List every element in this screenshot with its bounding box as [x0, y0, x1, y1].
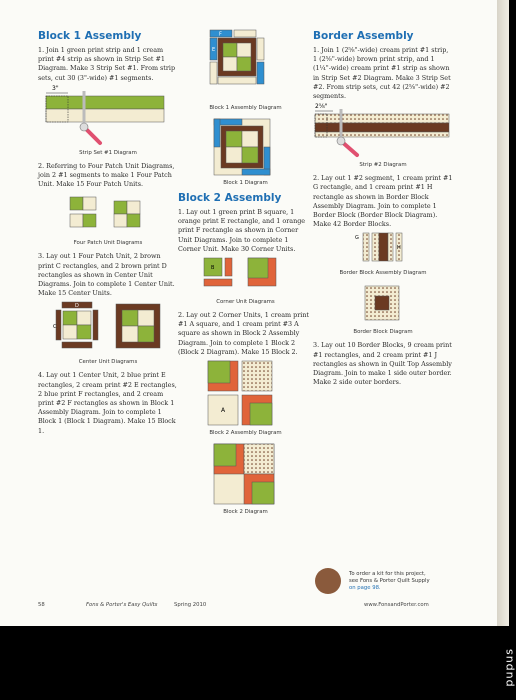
block2-assembly-caption: Block 2 Assembly Diagram: [209, 430, 282, 437]
border-block-diagram: [313, 282, 453, 326]
block1-assembly-caption: Block 1 Assembly Diagram: [209, 105, 282, 111]
kit-notice: [315, 568, 465, 596]
block1-step2: 2. Referring to Four Patch Unit Diagrams, join 2 #1 segments to make 1 Four Patch Unit. Make 15 Four Patch Units.: [38, 161, 175, 189]
block1-diagram: [178, 117, 308, 177]
label-f: F: [219, 31, 222, 38]
border-block-assembly-caption: Border Block Assembly Diagram: [339, 270, 427, 277]
bottom-band: [0, 626, 509, 700]
block2-step2: 2. Lay out 2 Corner Units, 1 cream print #1 A square, and 1 cream print #3 A square as shown in Block 2 Assembly Diagram. Join to complete 1 Block 2 (Block 2 Diagram). Make 15 Block 2.: [178, 311, 310, 356]
block1-caption: Block 1 Diagram: [223, 180, 268, 186]
block1-step4: 4. Lay out 1 Center Unit, 2 blue print E rectangles, 2 cream print #2 E rectangles, 2 blue print F rectangles, and 2 cream print #2 F rectangles as shown in Block 1 Assembly Diagram. Join to complete 1 Block 1 (Block 1 Diagram). Make 15 Block 1.: [38, 371, 177, 435]
kit-line1: To order a kit for this project,: [349, 571, 426, 577]
label-c: C: [53, 324, 57, 331]
label-e: E: [212, 47, 216, 53]
kit-line3: on page 98.: [349, 585, 381, 591]
border-block-caption: Border Block Diagram: [353, 329, 413, 336]
strip-set-2-caption: Strip #2 Diagram: [359, 162, 407, 169]
website-url: www.FonsandPorter.com: [364, 602, 429, 608]
block1-assembly-diagram: [178, 24, 308, 102]
center-unit-caption: Center Unit Diagrams: [78, 359, 138, 366]
corner-unit-caption: Corner Unit Diagrams: [216, 299, 275, 306]
block2-assembly-diagram: [178, 357, 308, 427]
strip2-measure: 2⅝": [315, 103, 328, 111]
strip-set-1-diagram: [38, 83, 168, 147]
kit-line2: see Fons & Porter Quilt Supply: [349, 578, 430, 584]
border-step1: 1. Join 1 (2⅝"-wide) cream print #1 strip, 1 (2⅝"-wide) brown print strip, and 1 (1¼"-wide) cream print #1 strip as shown in Strip Set #2 Diagram. Make 3 Strip Set #2. From strip sets, cut 42 (2⅝"-wide) #2 segments.: [313, 46, 451, 101]
label-a: A: [221, 407, 226, 415]
border-heading: Border Assembly: [313, 30, 414, 42]
block2-diagram: [178, 442, 308, 506]
strip-set-2-diagram: [313, 101, 453, 159]
four-patch-caption: Four Patch Unit Diagrams: [73, 240, 143, 247]
strip-set-1-caption: Strip Set #1 Diagram: [79, 149, 137, 156]
block2-step1: 1. Lay out 1 green print B square, 1 orange print E rectangle, and 1 orange print F rectangle as shown in Corner Unit Diagrams. Join to complete 1 Corner Unit. Make 30 Corner Units.: [178, 208, 306, 253]
block2-caption: Block 2 Diagram: [223, 509, 268, 516]
issue-season: Spring 2010: [174, 602, 207, 608]
strip1-measure: 3": [52, 84, 59, 92]
page-footer: [38, 602, 458, 612]
block2-heading: Block 2 Assembly: [178, 192, 282, 204]
border-step3: 3. Lay out 10 Border Blocks, 9 cream print #1 rectangles, and 2 cream print #1 J rectangles as shown in Quilt Top Assembly Diagram. Join to make 1 side outer border. Make 2 side outer borders.: [313, 341, 452, 387]
four-patch-diagram: [38, 189, 168, 237]
photo-credit: pupus: [503, 648, 516, 687]
label-b: B: [211, 265, 215, 272]
block1-heading: Block 1 Assembly: [38, 30, 142, 42]
house-icon: [315, 568, 341, 594]
label-d: D: [75, 303, 79, 310]
corner-unit-diagram: [178, 254, 308, 296]
label-g: G: [355, 235, 359, 242]
border-block-assembly-diagram: [313, 229, 453, 267]
page-number: 58: [38, 602, 45, 608]
block1-step1: 1. Join 1 green print strip and 1 cream print #4 strip as shown in Strip Set #1 Diagram. Make 3 Strip Set #1. From strip sets, cut 30 (3"-wide) #1 segments.: [38, 46, 176, 82]
center-unit-diagram: [38, 298, 168, 356]
border-step2: 2. Lay out 1 #2 segment, 1 cream print #1 G rectangle, and 1 cream print #1 H rectangle as shown in Border Block Assembly Diagram. Join to complete 1 Border Block (Border Block Diagram). Make 42 Border Blocks.: [313, 174, 453, 229]
block1-step3: 3. Lay out 1 Four Patch Unit, 2 brown print C rectangles, and 2 brown print D rectangles as shown in Center Unit Diagrams. Join to complete 1 Center Unit. Make 15 Center Units.: [38, 252, 175, 298]
label-h: H: [397, 245, 401, 252]
magazine-name: Fons & Porter's Easy Quilts: [86, 602, 158, 608]
adjacent-page-edge: [497, 0, 509, 626]
block1-column: [38, 30, 178, 436]
block2-column: [178, 24, 313, 521]
border-column: [313, 30, 453, 387]
